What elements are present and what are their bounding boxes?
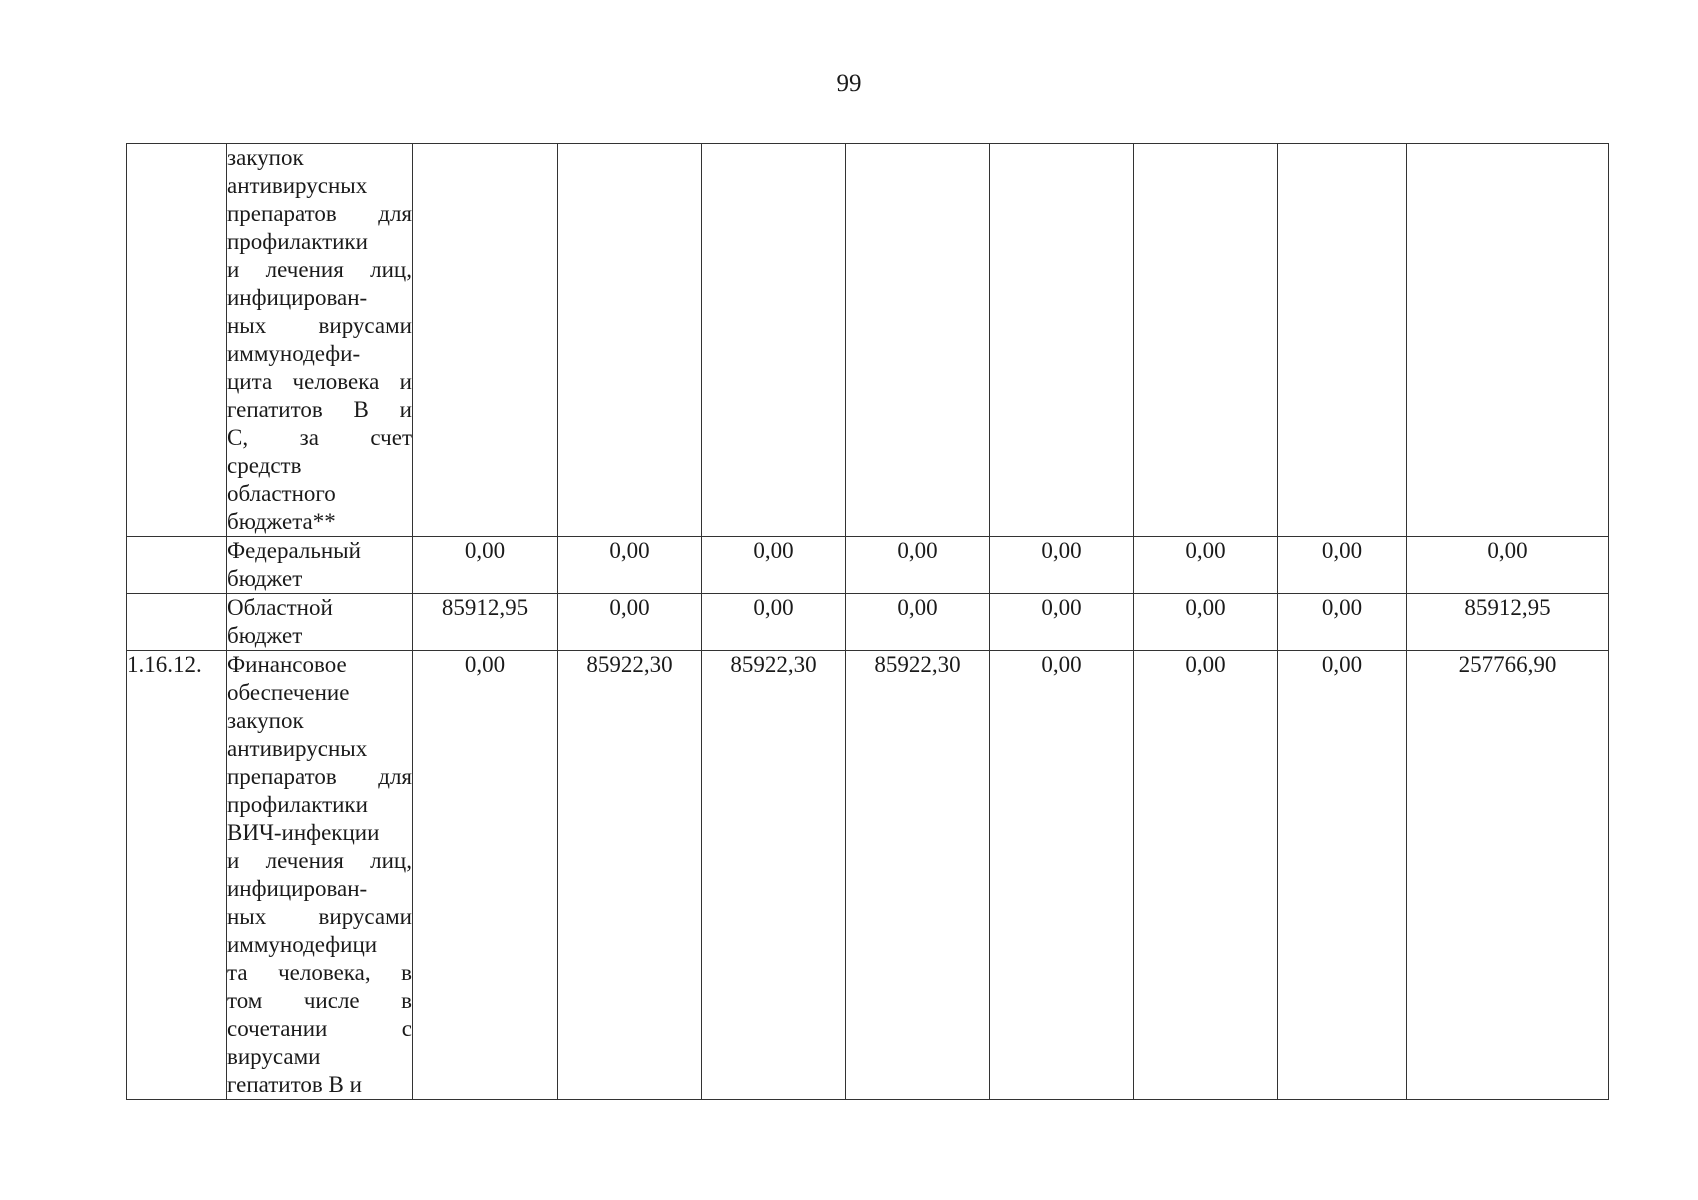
row-year-value: 0,00: [702, 537, 846, 594]
row-year-value: 0,00: [846, 537, 990, 594]
row-year-value: 0,00: [1278, 594, 1407, 651]
description-line: цита человека и: [227, 369, 412, 394]
description-line: и лечения лиц,: [227, 257, 412, 282]
row-year-value: 85922,30: [558, 651, 702, 1100]
row-code: 1.16.12.: [127, 651, 227, 1100]
description-line: бюджет: [227, 566, 303, 591]
row-code: [127, 594, 227, 651]
description-line: и лечения лиц,: [227, 848, 412, 873]
row-year-value: 0,00: [846, 594, 990, 651]
description-line: вирусами: [227, 1044, 321, 1069]
description-line: средств: [227, 453, 302, 478]
description-line: профилактики: [227, 792, 368, 817]
description-line: инфицирован-: [227, 285, 368, 310]
row-code: [127, 144, 227, 537]
row-year-value: 85912,95: [413, 594, 558, 651]
row-year-value: [990, 144, 1134, 537]
description-line: С, за счет: [227, 425, 412, 450]
row-description: [227, 651, 413, 1100]
description-line: Областной: [227, 595, 333, 620]
row-year-value: [1134, 144, 1278, 537]
description-line: препаратов для: [227, 201, 412, 226]
description-line: ВИЧ-инфекции: [227, 820, 380, 845]
description-line: закупок: [227, 145, 304, 170]
description-line: Федеральный: [227, 538, 361, 563]
description-line: ных вирусами: [227, 904, 412, 929]
description-line: гепатитов В и: [227, 1072, 362, 1097]
description-line: гепатитов В и: [227, 397, 412, 422]
description-line: антивирусных: [227, 173, 368, 198]
description-line: иммунодефи-: [227, 341, 361, 366]
row-year-value: 85922,30: [846, 651, 990, 1100]
description-line: профилактики: [227, 229, 368, 254]
row-description: [227, 144, 413, 537]
row-year-value: [1278, 144, 1407, 537]
description-line: бюджет: [227, 623, 303, 648]
row-code: [127, 537, 227, 594]
description-line: закупок: [227, 708, 304, 733]
table-row: [127, 651, 1609, 1100]
description-line: бюджета**: [227, 509, 336, 534]
row-year-value: 0,00: [1134, 594, 1278, 651]
table-body: [127, 144, 1609, 1100]
description-line: препаратов для: [227, 764, 412, 789]
page-number: 99: [836, 70, 862, 97]
table-row: [127, 594, 1609, 651]
description-line: Финансовое: [227, 652, 347, 677]
row-year-value: 0,00: [990, 537, 1134, 594]
row-year-value: 0,00: [990, 594, 1134, 651]
description-line: обеспечение: [227, 680, 350, 705]
description-line: сочетании с: [227, 1016, 412, 1041]
description-line: та человека, в: [227, 960, 412, 985]
budget-table: [126, 143, 1609, 1100]
row-year-value: 85922,30: [702, 651, 846, 1100]
row-year-value: 0,00: [558, 537, 702, 594]
row-year-value: 0,00: [558, 594, 702, 651]
row-year-value: 0,00: [1278, 651, 1407, 1100]
row-description: [227, 537, 413, 594]
row-year-value: [846, 144, 990, 537]
row-year-value: 0,00: [1134, 537, 1278, 594]
row-year-value: 0,00: [1278, 537, 1407, 594]
row-year-value: 0,00: [702, 594, 846, 651]
row-year-value: 0,00: [1134, 651, 1278, 1100]
description-line: ных вирусами: [227, 313, 412, 338]
row-year-value: [413, 144, 558, 537]
description-line: областного: [227, 481, 336, 506]
row-description: [227, 594, 413, 651]
row-year-value: 0,00: [413, 651, 558, 1100]
description-line: иммунодефици: [227, 932, 378, 957]
row-year-value: 0,00: [413, 537, 558, 594]
row-total-value: 0,00: [1407, 537, 1609, 594]
table-row: [127, 144, 1609, 537]
row-total-value: 85912,95: [1407, 594, 1609, 651]
row-year-value: [558, 144, 702, 537]
row-year-value: 0,00: [990, 651, 1134, 1100]
description-line: том числе в: [227, 988, 412, 1013]
description-line: антивирусных: [227, 736, 368, 761]
row-total-value: 257766,90: [1407, 651, 1609, 1100]
row-year-value: [702, 144, 846, 537]
row-total-value: [1407, 144, 1609, 537]
description-line: инфицирован-: [227, 876, 368, 901]
table-row: [127, 537, 1609, 594]
